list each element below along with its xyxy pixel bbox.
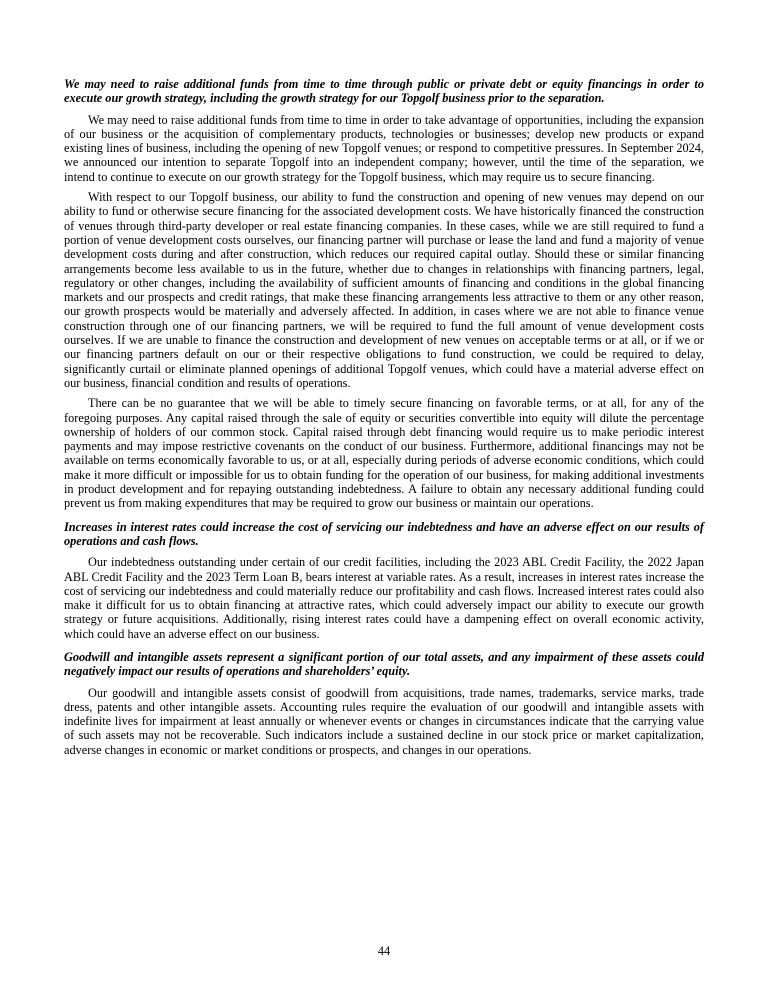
paragraph: With respect to our Topgolf business, our ability to fund the construction and opening of new venues may depend on our ability to fund or otherwise secure financing for the associated development costs. We have historically financed the construction of venues through third-party developer or real estate financing companies. In these cases, while we are still required to fund a portion of venue development costs ourselves, our financing partner will purchase or lease the land and fund a majority of venue development costs during and after construction, which reduces our required capital outlay. Should these or similar financing arrangements become less available to us in the future, whether due to changes in relationships with financing partners, legal, regulatory or other changes, including the availability of sufficient amounts of financing and conditions in the global financing markets and our prospects and credit ratings, that make these financing arrangements less attractive to them or any other reason, our growth prospects would be materially and adversely affected. In addition, in cases where we are not able to finance venue construction through one of our financing partners, we will be required to fund the full amount of venue development costs ourselves. If we are unable to finance the construction and development of new venues on acceptable terms or at all, or if we or our financing partners default on our or their respective obligations to fund construction, we could be required to delay, significantly curtail or eliminate planned openings of additional Topgolf venues, which could have a material adverse effect on our business, financial condition and results of operations. [64,190,704,390]
paragraph: We may need to raise additional funds from time to time in order to take advantage of opportunities, including the expansion of our business or the acquisition of complementary products, technologies or businesses; develop new products or expand existing lines of business, including the opening of new Topgolf venues; or respond to competitive pressures. In September 2024, we announced our intention to separate Topgolf into an independent company; however, until the time of the separation, we intend to continue to execute on our growth strategy for the Topgolf business, which may require us to secure financing. [64,112,704,184]
section-heading-additional-funds: We may need to raise additional funds from time to time through public or private debt or equity financings in order to execute our growth strategy, including the growth strategy for our Topgolf business prior to the separation. [64,77,704,106]
section-heading-interest-rates: Increases in interest rates could increase the cost of servicing our indebtedness and have an adverse effect on our results of operations and cash flows. [64,519,704,548]
paragraph: Our goodwill and intangible assets consist of goodwill from acquisitions, trade names, trademarks, service marks, trade dress, patents and other intangible assets. Accounting rules require the evaluation of our goodwill and intangible assets with indefinite lives for impairment at least annually or whenever events or changes in circumstances indicate that the carrying value of such assets may not be recoverable. Such indicators include a sustained decline in our stock price or market capitalization, adverse changes in economic or market conditions or prospects, and changes in our operations. [64,685,704,757]
paragraph: There can be no guarantee that we will be able to timely secure financing on favorable terms, or at all, for any of the foregoing purposes. Any capital raised through the sale of equity or securities convertible into equity will dilute the percentage ownership of holders of our common stock. Capital raised through debt financing would require us to make periodic interest payments and may impose restrictive covenants on the conduct of our business. Furthermore, additional financings may not be available on terms economically favorable to us, or at all, especially during periods of adverse economic conditions, which could make it more difficult or impossible for us to obtain funding for the operation of our business, for making additional investments in product development and for repaying outstanding indebtedness. A failure to obtain any necessary additional funding could prevent us from making expenditures that may be required to grow our business or maintain our operations. [64,396,704,511]
section-heading-goodwill-intangibles: Goodwill and intangible assets represent a significant portion of our total assets, and any impairment of these assets could negatively impact our results of operations and shareholders’ equity. [64,649,704,679]
paragraph: Our indebtedness outstanding under certain of our credit facilities, including the 2023 ABL Credit Facility, the 2022 Japan ABL Credit Facility and the 2023 Term Loan B, bears interest at variable rates. As a result, increases in interest rates increase the cost of servicing our indebtedness and could materially reduce our profitability and cash flows. Increased interest rates could also make it difficult for us to obtain financing at attractive rates, which could adversely impact our ability to execute our growth strategy or future acquisitions. Additionally, rising interest rates could have a dampening effect on overall economic activity, which could have an adverse effect on our business. [64,555,704,641]
page-number: 44 [377,944,391,958]
